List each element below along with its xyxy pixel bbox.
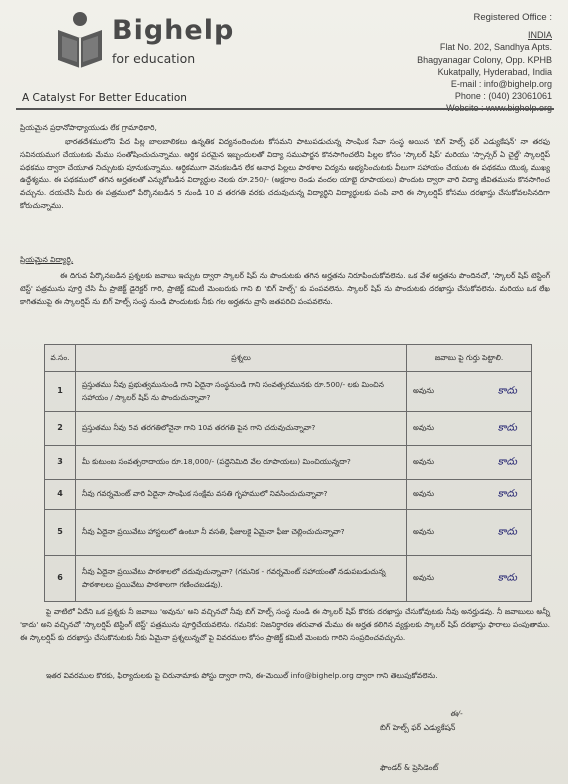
header-divider <box>16 108 554 110</box>
row-question: నీవు ఏదైనా ప్రయివేటు హాస్టలులో ఉంటూ నీ వసతి, ఫీజులకై ఏమైనా ఫీజు చెల్లించుచున్నావా? <box>76 510 407 556</box>
handwritten-mark: కాదు <box>497 572 517 584</box>
answer-label: అవును <box>413 457 435 467</box>
table-row <box>45 446 532 480</box>
email: E-mail : info@bighelp.org <box>450 79 552 90</box>
col-question-header: ప్రశ్నలు <box>76 345 407 372</box>
instructions-paragraph: ఈ దిగువ పేర్కొనబడిన ప్రశ్నలకు జవాబు ఇచ్చుట ద్వారా స్కాలర్ షిప్ ను పొందుటకు తగిన అర్హతను నిరూపించుకోవలెను. ఒక వేళ అర్హతను పొందినచో, 'స్కాలర్ షిప్ టెస్టింగ్ టెస్ట్' పత్రమును పూర్తి చేసి మీ ప్రాజెక్ట్ డైరెక్టర్ గారి, ప్రాజెక్ట్ కమిటీ మెంబరుకు గాని బి 'బిగ్ హెల్ప్' కు పంపవలెను. స్కాలర్ షిప్ ను పొందుటకు దరఖాస్తు చేసుకోవలెను. మరియు ఒక లేఖ కాగితముపై ఈ స్కాలర్షిప్ ను బిగ్ హెల్ప్ సంస్థ నుండి పొందుటకు నీకు గల అర్హతను వ్రాసి జతపరిచి పంపవలెను. <box>20 271 550 306</box>
eligibility-table <box>44 344 532 602</box>
address-line-3: Kukatpally, Hyderabad, India <box>437 66 552 77</box>
row-question: నీవు ఏదైనా ప్రయివేటు పాఠశాలలో చదువుచున్నావా? (గమనిక - గవర్నమెంట్ సహాయంతో నడుపబడుచున్న పాఠశాలలు ప్రయివేటు పాఠశాలగా గణించబడవు). <box>76 556 407 602</box>
table-row <box>45 556 532 602</box>
row-question: ప్రస్తుతము నీవు ప్రభుత్వమునుండి గాని ఏదైనా సంస్థనుండి గాని సంవత్సరమునకు రూ.500/- లకు మించిన సహాయం / స్కాలర్ షిప్ ను పొందుచున్నావా? <box>76 372 407 412</box>
answer-label: అవును <box>413 527 435 537</box>
row-question: ప్రస్తుతము నీవు 5వ తరగతిలోనైనా గాని 10వ తరగతి పైన గాని చదువుచున్నావా? <box>76 412 407 446</box>
contact-paragraph: ఇతర వివరముల కొరకు, ఫిర్యాదులకు పై చిరునామాకు పోస్టు ద్వారా గాని, ఈ-మెయిల్ info@bighelp.org ద్వారా గాని తెలుపుకోవలెను. <box>46 671 438 680</box>
row-question: నీవు గవర్నమెంట్ వారి ఏదైనా సాంఘిక సంక్షేమ వసతి గృహములో నివసించుచున్నావా? <box>76 480 407 510</box>
handwritten-mark: కాదు <box>497 422 517 434</box>
address-line-2: Bhagyanagar Colony, Opp. KPHB <box>417 54 552 65</box>
office-address <box>417 12 552 115</box>
col-number-header: వ.సం. <box>45 345 76 372</box>
brand-name: Bighelp <box>112 15 235 46</box>
brand-subtitle: for education <box>112 51 196 66</box>
row-question: మీ కుటుంబ సంవత్సరాదాయం రూ.18,000/- (పద్దెనిమిది వేల రూపాయలు) మించియున్నదా? <box>76 446 407 480</box>
col-answer-header: జవాబు పై గుర్తు పెట్టాలి. <box>407 345 532 372</box>
phone: Phone : (040) 23061061 <box>454 91 552 102</box>
row-number: 5 <box>45 510 76 556</box>
table-row <box>45 480 532 510</box>
table-header-row <box>45 345 532 372</box>
table-row <box>45 412 532 446</box>
signatory-name: బిగ్ హెల్ప్ ఫర్ ఎడ్యుకేషన్ <box>380 723 456 732</box>
salutation-headmaster: ప్రియమైన ప్రధానోపాధ్యాయుడు లేక గ్రామాధికారి, <box>20 123 157 132</box>
row-number: 3 <box>45 446 76 480</box>
row-number: 2 <box>45 412 76 446</box>
handwritten-mark: కాదు <box>497 456 517 468</box>
tagline: A Catalyst For Better Education <box>22 92 187 104</box>
bighelp-logo-icon <box>52 10 108 70</box>
table-row <box>45 372 532 412</box>
signatory-designation: ఫౌండర్ & ప్రెసిడెంట్ <box>380 763 439 772</box>
salutation-student: ప్రియమైన విద్యార్థి, <box>20 255 74 264</box>
answer-label: అవును <box>413 489 435 499</box>
signature-mark: ఈ/- <box>450 709 463 718</box>
closing-paragraph: పై వాటిలో ఏదేని ఒక ప్రశ్నకు నీ జవాబు 'అవును' అని వచ్చినచో నీవు బిగ్ హెల్ప్ సంస్థ నుండి ఈ స్కాలర్ షిప్ కొరకు దరఖాస్తు చేసుకోవుటకు నీవు అనర్హుడవు. నీ జవాబులు అన్నీ 'కాదు' అని వచ్చినచో 'స్కాలర్షిప్ టెస్టింగ్ టెస్ట్' పత్రమును పూర్తిచేయవలెను. గమనిక: నిజనిర్ధారణ తరువాత మేము ఈ అర్హత కలిగిన వ్యక్తులకు స్కాలర్ షిప్ దరఖాస్తు ఫారాలు పంపుతాము. ఈ స్కాలర్షిప్ కు దరఖాస్తు చేసుకొనుటకు నీకు ఏమైనా ప్రశ్నలున్నచో పై వివరముల కోసం ప్రాజెక్ట్ కమిటీ మెంబరు గారిని సంప్రదించవచ్చును. <box>20 607 550 642</box>
handwritten-mark: కాదు <box>497 526 517 538</box>
answer-label: అవును <box>413 386 435 396</box>
intro-paragraph: భారతదేశములోని పేద పిల్ల బాలబాలికలు ఉన్నతిక విద్యనందించుట కోసమని పాటుపడుచున్న సాంఘిక సేవా సంస్థ అయిన 'బిగ్ హెల్ప్ ఫర్ ఎడ్యుకేషన్' నా తరఫు సవినయముగ చేయుటకు మేము సంతోషించుచున్నాము. ఆర్థిక పరమైన ఇబ్బందులతో విద్యా సముపార్జన కొనసాగించలేని పిల్లల కోసం 'స్కాలర్ షిప్' మరియు 'స్పాన్సర్ ఏ చైల్డ్' స్కాలర్షిప్ పథకము ద్వారా చేయూత నిచ్చుటకు పూనుకున్నాము. ఆర్థికముగా వెనుకబడిన లేక అనాధ పిల్లలు పాఠశాల విద్యను అభ్యసించుటకు వీలుగా సహాయం చేయుట ఈ పథకము యొక్క ముఖ్య ఉద్దేశ్యము. ఈ పథకములో తగిన అర్హతలతో ఎన్నుకోబడిన విద్యార్థుల నెలకు రూ.250/- (అక్షరాల రెండు వందల యాభై రూపాయలు) పొందుట ద్వారా వారి విద్యా జీవితమును కొనసాగించ వచ్చును. దయచేసి మీరు ఈ పత్రములో పేర్కొనబడిన 5 నుండి 10 వ తరగతి వరకు చదువుచున్న విద్యార్థిని విద్యార్థులకు పంపి వారి ఈ స్కాలర్షిప్ కోసము దరఖాస్తు చేసుకోవలసినదిగా కోరుచున్నాము. <box>20 137 550 210</box>
handwritten-mark: కాదు <box>497 488 517 500</box>
row-number: 6 <box>45 556 76 602</box>
country: INDIA <box>527 30 552 41</box>
handwritten-mark: కాదు <box>497 385 517 397</box>
table-row <box>45 510 532 556</box>
row-number: 1 <box>45 372 76 412</box>
answer-label: అవును <box>413 423 435 433</box>
address-line-1: Flat No. 202, Sandhya Apts. <box>439 42 552 53</box>
registered-office-label: Registered Office : <box>473 12 552 23</box>
answer-label: అవును <box>413 573 435 583</box>
row-number: 4 <box>45 480 76 510</box>
